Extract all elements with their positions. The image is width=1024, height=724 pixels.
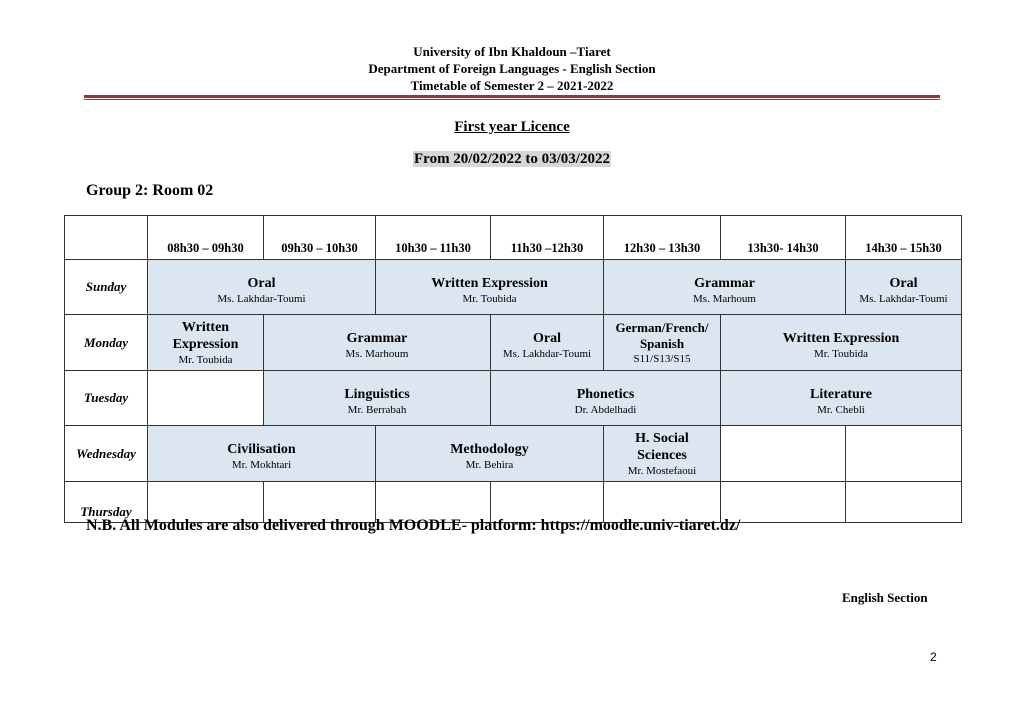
moodle-note: N.B. All Modules are also delivered through MOODLE- platform: https://moodle.univ-tiaret.dz/ <box>86 517 741 534</box>
subject-name: Civilisation <box>227 442 296 457</box>
class-cell <box>376 260 604 315</box>
teacher-name: Ms. Lakhdar-Toumi <box>217 292 306 305</box>
subject-name: Methodology <box>450 442 529 457</box>
day-row-monday <box>65 315 962 371</box>
class-cell <box>148 315 264 371</box>
day-label: Monday <box>65 315 148 371</box>
class-cell <box>491 371 721 426</box>
class-cell <box>604 260 846 315</box>
subject-name: German/French/ Spanish <box>615 319 709 351</box>
teacher-name: Mr. Chebli <box>817 403 865 416</box>
corner-cell <box>65 216 148 260</box>
empty-cell <box>846 426 962 482</box>
header-rule-thick <box>84 95 940 98</box>
day-row-wednesday <box>65 426 962 482</box>
subject-name: Grammar <box>346 331 408 346</box>
teacher-name: Ms. Marhoum <box>345 348 409 360</box>
teacher-name: Ms. Lakhdar-Toumi <box>859 292 948 305</box>
day-label: Sunday <box>65 260 148 315</box>
subject-name: Literature <box>810 386 872 402</box>
subject-name: Oral <box>533 331 561 346</box>
subject-name: Written Expression <box>172 319 239 352</box>
subject-name: Written Expression <box>782 331 900 346</box>
teacher-name: Mr. Mostefaoui <box>627 464 697 477</box>
teacher-name: Mr. Berrabah <box>347 403 407 416</box>
day-label: Wednesday <box>65 426 148 482</box>
class-cell <box>264 371 491 426</box>
class-cell <box>721 315 962 371</box>
class-cell <box>491 315 604 371</box>
class-cell <box>604 315 721 371</box>
timetable-grid <box>64 215 962 523</box>
time-slot-header: 12h30 – 13h30 <box>604 216 721 260</box>
day-row-sunday <box>65 260 962 315</box>
section-codes: S11/S13/S15 <box>633 352 691 365</box>
signature: English Section <box>842 590 928 605</box>
time-slot-header: 13h30- 14h30 <box>721 216 846 260</box>
subject-name: Grammar <box>694 275 755 291</box>
class-cell <box>846 260 962 315</box>
empty-cell <box>148 371 264 426</box>
timetable-title: Timetable of Semester 2 – 2021-2022 <box>410 78 614 93</box>
department-name: Department of Foreign Languages - English Section <box>368 61 656 76</box>
time-slot-header: 09h30 – 10h30 <box>264 216 376 260</box>
teacher-name: Mr. Mokhtari <box>231 459 292 471</box>
teacher-name: Mr. Toubida <box>813 348 869 360</box>
day-label: Thursday <box>65 482 148 523</box>
class-cell <box>148 426 376 482</box>
class-cell <box>148 260 376 315</box>
time-slot-header: 08h30 – 09h30 <box>148 216 264 260</box>
day-label: Tuesday <box>65 371 148 426</box>
group-room: Group 2: Room 02 <box>86 182 214 199</box>
header-rule-thin <box>84 99 940 100</box>
empty-cell <box>721 426 846 482</box>
subject-name: Oral <box>889 275 918 291</box>
class-cell <box>264 315 491 371</box>
class-cell <box>604 426 721 482</box>
day-row-tuesday <box>65 371 962 426</box>
empty-cell <box>846 482 962 523</box>
subject-name: H. Social Sciences <box>635 430 689 463</box>
time-slot-header: 11h30 –12h30 <box>491 216 604 260</box>
university-name: University of Ibn Khaldoun –Tiaret <box>413 44 611 59</box>
teacher-name: Ms. Lakhdar-Toumi <box>502 348 592 360</box>
class-cell <box>376 426 604 482</box>
period-range: From 20/02/2022 to 03/03/2022 <box>414 151 610 167</box>
class-cell <box>721 371 962 426</box>
teacher-name: Mr. Behira <box>465 459 514 471</box>
page-number: 2 <box>930 650 937 664</box>
subject-name: Phonetics <box>576 386 635 402</box>
time-slot-header: 14h30 – 15h30 <box>846 216 962 260</box>
subject-name: Linguistics <box>344 386 410 402</box>
subject-name: Written Expression <box>431 275 548 291</box>
level-title: First year Licence <box>454 119 570 135</box>
teacher-name: Ms. Marhoum <box>693 292 756 305</box>
teacher-name: Dr. Abdelhadi <box>574 403 637 416</box>
time-header-row <box>65 216 962 260</box>
teacher-name: Mr. Toubida <box>178 353 233 366</box>
time-slot-header: 10h30 – 11h30 <box>376 216 491 260</box>
teacher-name: Mr. Toubida <box>462 292 517 305</box>
subject-name: Oral <box>247 275 276 291</box>
